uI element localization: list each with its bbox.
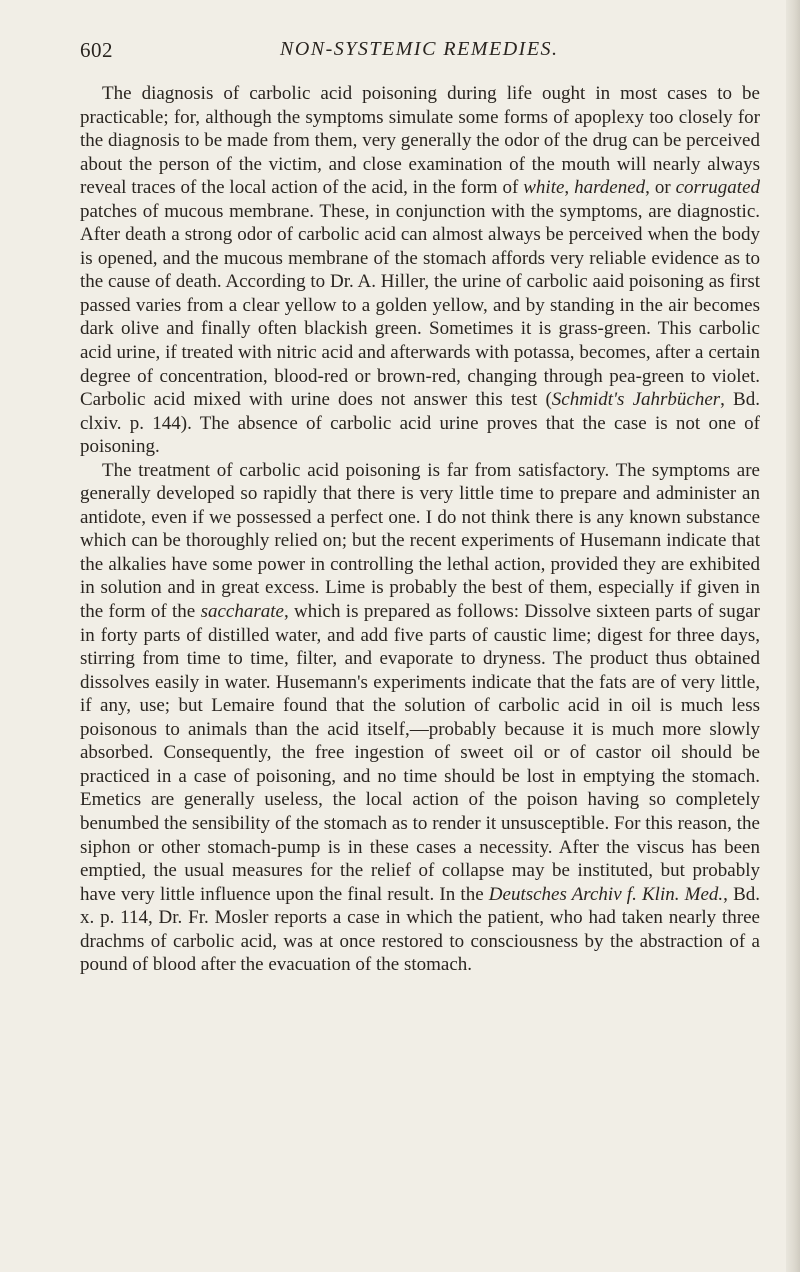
italic-term: hardened xyxy=(574,177,646,199)
running-title: NON-SYSTEMIC REMEDIES. xyxy=(280,38,559,60)
paragraph-treatment: The treatment of carbolic acid poisoning is far from satisfactory. The symptoms are generally developed so rapidly that there is very little time to prepare and administer an antidote, even if we possessed a perfect one. I do not think there is any known substance which can be thoroughly relied on; but the recent experiments of Husemann indicate that the alkalies have some power in controlling the lethal action, provided they are exhibited in solution and in great excess. Lime is probably the best of them, especially if given in the form of the saccharate, which is prepared as follows: Dissolve sixteen parts of sugar in forty parts of distilled water, and add five parts of caustic lime; digest for three days, stirring from time to time, filter, and evaporate to dryness. The product thus obtained dissolves easily in water. Husemann's experiments indicate that the fats are of very little, if any, use; but Lemaire found that the solution of carbolic acid in oil is much less poisonous to animals than the acid itself,—probably because it is much more slowly absorbed. Consequently, the free ingestion of sweet oil or of castor oil should be practiced in a case of poisoning, and no time should be lost in emptying the stomach. Emetics are generally useless, the local action of the poison having so completely benumbed the sensibility of the stomach as to render it unsusceptible. For this reason, the siphon or other stomach-pump is in these cases a necessity. After the viscus has been emptied, the usual measures for the relief of collapse may be instituted, but probably have very little influence upon the final result. In the Deutsches Archiv f. Klin. Med., Bd. x. p. 114, Dr. Fr. Mosler reports a case in which the patient, who had taken nearly three drachms of carbolic acid, was at once restored to consciousness by the abstraction of a pound of blood after the evacuation of the stomach. xyxy=(80,459,761,976)
body-text xyxy=(80,82,760,977)
citation-title: Deutsches Archiv f. Klin. Med. xyxy=(488,883,724,905)
italic-term: white xyxy=(523,177,565,199)
page-edge-shadow xyxy=(786,0,800,1272)
citation-title: Schmidt's Jahrbücher xyxy=(551,389,721,411)
italic-term: corrugated xyxy=(675,177,761,199)
italic-term: saccharate xyxy=(200,601,284,623)
paragraph-diagnosis: The diagnosis of carbolic acid poisoning during life ought in most cases to be practicable; for, although the symptoms simulate some forms of apoplexy too closely for the diagnosis to be made from them, very generally the odor of the drug can be perceived about the person of the victim, and close examination of the mouth will nearly always reveal traces of the local action of the acid, in the form of white, hardened, or corrugated patches of mucous membrane. These, in conjunction with the symptoms, are diagnostic. After death a strong odor of carbolic acid can almost always be perceived when the body is opened, and the mucous membrane of the stomach affords very reliable evidence as to the cause of death. According to Dr. A. Hiller, the urine of carbolic aaid poisoning as first passed varies from a clear yellow to a golden yellow, and by standing in the air becomes dark olive and finally often blackish green. Sometimes it is grass-green. This carbolic acid urine, if treated with nitric acid and afterwards with potassa, becomes, after a certain degree of concentration, blood-red or brown-red, changing through pea-green to violet. Carbolic acid mixed with urine does not answer this test (Schmidt's Jahrbücher, Bd. clxiv. p. 144). The absence of carbolic acid urine proves that the case is not one of poisoning. xyxy=(80,83,761,458)
page-number: 602 xyxy=(80,38,113,62)
page-header xyxy=(80,38,762,66)
